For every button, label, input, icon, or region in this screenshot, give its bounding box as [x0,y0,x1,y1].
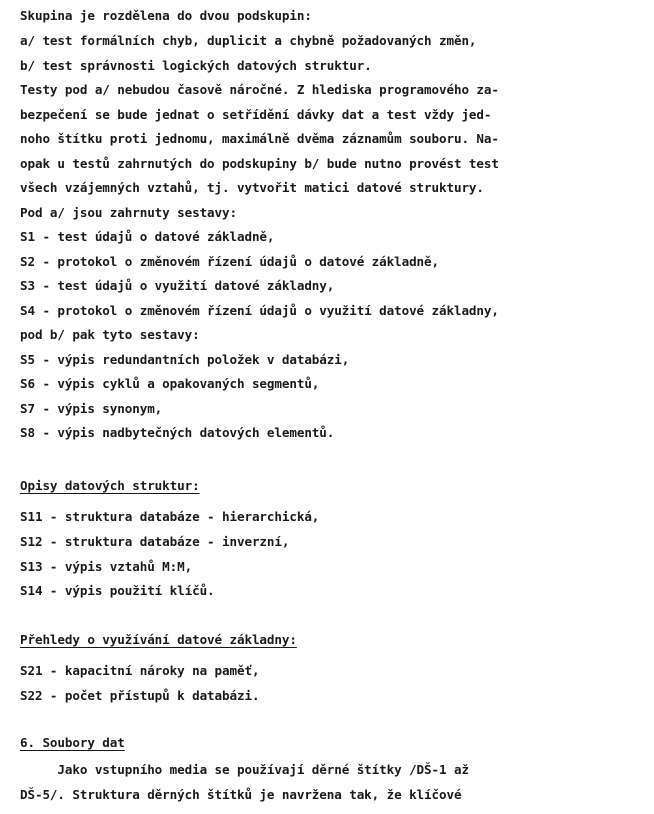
report-s21: S21 - kapacitní nároky na paměť, [20,663,260,678]
intro-line-7: opak u testů zahrnutých do podskupiny b/ bude nutno provést test [20,156,499,171]
intro-line-5: bezpečení se bude jednat o setřídění dávky dat a test vždy jed- [20,107,492,122]
report-s1: S1 - test údajů o datové základně, [20,229,275,244]
report-s3: S3 - test údajů o využití datové základny, [20,278,335,293]
prehledy-heading: Přehledy o využívání datové základny: [20,632,297,647]
group-b-intro: pod b/ pak tyto sestavy: [20,327,200,342]
report-s13: S13 - výpis vztahů M:M, [20,559,193,574]
report-s2: S2 - protokol o změnovém řízení údajů o datové základně, [20,254,439,269]
report-s12: S12 - struktura databáze - inverzní, [20,534,290,549]
intro-line-9: Pod a/ jsou zahrnuty sestavy: [20,205,237,220]
report-s22: S22 - počet přístupů k databázi. [20,688,260,703]
opisy-heading: Opisy datových struktur: [20,478,200,493]
intro-line-3: b/ test správnosti logických datových struktur. [20,58,372,73]
soubory-line-1: Jako vstupního media se používají děrné štítky /DŠ-1 až [20,762,469,777]
intro-line-2: a/ test formálních chyb, duplicit a chybně požadovaných změn, [20,33,477,48]
report-s7: S7 - výpis synonym, [20,401,163,416]
report-s5: S5 - výpis redundantních položek v databázi, [20,352,350,367]
intro-line-6: noho štítku proti jednomu, maximálně dvěma záznamům souboru. Na- [20,131,499,146]
report-s4: S4 - protokol o změnovém řízení údajů o využití datové základny, [20,303,499,318]
report-s11: S11 - struktura databáze - hierarchická, [20,509,320,524]
intro-line-4: Testy pod a/ nebudou časově náročné. Z hlediska programového za- [20,82,499,97]
report-s8: S8 - výpis nadbytečných datových elementů. [20,425,335,440]
section-6-heading: 6. Soubory dat [20,735,125,750]
report-s14: S14 - výpis použití klíčů. [20,583,215,598]
intro-line-8: všech vzájemných vztahů, tj. vytvořit matici datové struktury. [20,180,484,195]
intro-line-1: Skupina je rozdělena do dvou podskupin: [20,8,312,23]
soubory-line-2: DŠ-5/. Struktura děrných štítků je navržena tak, že klíčové [20,787,462,802]
report-s6: S6 - výpis cyklů a opakovaných segmentů, [20,376,320,391]
